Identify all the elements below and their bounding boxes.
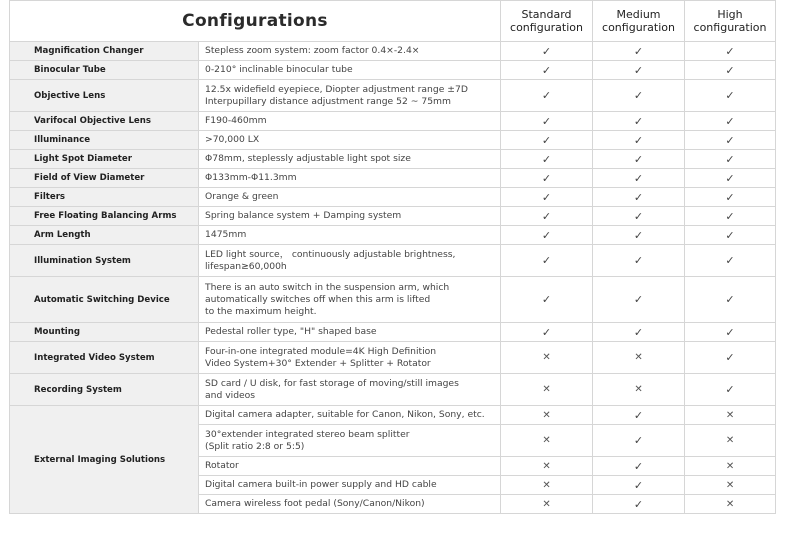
table-row bbox=[10, 169, 776, 188]
table-row bbox=[10, 131, 776, 150]
table-row bbox=[10, 42, 776, 61]
mark-medium: ✓ bbox=[593, 131, 685, 150]
feature-desc: F190-460mm bbox=[199, 112, 501, 131]
feature-desc: Pedestal roller type, "H" shaped base bbox=[199, 323, 501, 342]
feature-label: Binocular Tube bbox=[10, 61, 199, 80]
mark-medium: ✓ bbox=[593, 207, 685, 226]
mark-medium: ✓ bbox=[593, 188, 685, 207]
mark-standard: ✓ bbox=[501, 207, 593, 226]
mark-high: ✓ bbox=[685, 112, 776, 131]
mark-high: ✓ bbox=[685, 150, 776, 169]
mark-high: ✓ bbox=[685, 226, 776, 245]
feature-desc: LED light source， continuously adjustable brightness, lifespan≥60,000h bbox=[199, 245, 501, 277]
table-row bbox=[10, 406, 776, 425]
mark-high: ✕ bbox=[685, 457, 776, 476]
mark-medium: ✓ bbox=[593, 226, 685, 245]
mark-high: ✓ bbox=[685, 131, 776, 150]
header-row bbox=[10, 1, 776, 42]
mark-high: ✓ bbox=[685, 342, 776, 374]
mark-standard: ✓ bbox=[501, 61, 593, 80]
table-row bbox=[10, 277, 776, 323]
mark-medium: ✓ bbox=[593, 112, 685, 131]
feature-label: Illumination System bbox=[10, 245, 199, 277]
mark-high: ✓ bbox=[685, 42, 776, 61]
mark-standard: ✓ bbox=[501, 150, 593, 169]
table-row bbox=[10, 188, 776, 207]
mark-medium: ✓ bbox=[593, 245, 685, 277]
table-row bbox=[10, 61, 776, 80]
mark-standard: ✕ bbox=[501, 425, 593, 457]
feature-desc: Four-in-one integrated module=4K High Definition Video System+30° Extender + Splitter + Rotator bbox=[199, 342, 501, 374]
feature-desc: 30°extender integrated stereo beam splitter (Split ratio 2:8 or 5:5) bbox=[199, 425, 501, 457]
mark-high: ✓ bbox=[685, 374, 776, 406]
mark-high: ✕ bbox=[685, 476, 776, 495]
mark-high: ✓ bbox=[685, 188, 776, 207]
feature-label: Recording System bbox=[10, 374, 199, 406]
header-standard: Standard configuration bbox=[501, 1, 593, 42]
feature-desc: 0-210° inclinable binocular tube bbox=[199, 61, 501, 80]
mark-high: ✓ bbox=[685, 169, 776, 188]
feature-desc: There is an auto switch in the suspension arm, which automatically switches off when this arm is lifted to the maximum height. bbox=[199, 277, 501, 323]
mark-standard: ✕ bbox=[501, 476, 593, 495]
feature-desc: Rotator bbox=[199, 457, 501, 476]
mark-standard: ✓ bbox=[501, 245, 593, 277]
table-title: Configurations bbox=[10, 1, 501, 42]
mark-standard: ✓ bbox=[501, 169, 593, 188]
mark-medium: ✓ bbox=[593, 169, 685, 188]
mark-high: ✓ bbox=[685, 80, 776, 112]
mark-standard: ✓ bbox=[501, 226, 593, 245]
mark-standard: ✕ bbox=[501, 406, 593, 425]
mark-medium: ✓ bbox=[593, 476, 685, 495]
mark-standard: ✓ bbox=[501, 323, 593, 342]
feature-label: Integrated Video System bbox=[10, 342, 199, 374]
mark-standard: ✓ bbox=[501, 42, 593, 61]
mark-standard: ✕ bbox=[501, 374, 593, 406]
mark-standard: ✓ bbox=[501, 188, 593, 207]
mark-high: ✕ bbox=[685, 425, 776, 457]
table-row bbox=[10, 207, 776, 226]
mark-medium: ✕ bbox=[593, 342, 685, 374]
mark-medium: ✓ bbox=[593, 457, 685, 476]
table-row bbox=[10, 150, 776, 169]
feature-label: Magnification Changer bbox=[10, 42, 199, 61]
mark-medium: ✓ bbox=[593, 406, 685, 425]
feature-label: Automatic Switching Device bbox=[10, 277, 199, 323]
feature-desc: Orange & green bbox=[199, 188, 501, 207]
table-row bbox=[10, 342, 776, 374]
mark-standard: ✓ bbox=[501, 131, 593, 150]
feature-label: Filters bbox=[10, 188, 199, 207]
feature-desc: Digital camera adapter, suitable for Canon, Nikon, Sony, etc. bbox=[199, 406, 501, 425]
feature-label: Objective Lens bbox=[10, 80, 199, 112]
mark-standard: ✕ bbox=[501, 495, 593, 514]
configuration-table-wrapper bbox=[9, 0, 775, 514]
configuration-table bbox=[9, 0, 776, 514]
mark-medium: ✓ bbox=[593, 42, 685, 61]
mark-high: ✓ bbox=[685, 277, 776, 323]
feature-desc: Digital camera built-in power supply and HD cable bbox=[199, 476, 501, 495]
feature-desc: Φ78mm, steplessly adjustable light spot size bbox=[199, 150, 501, 169]
table-row bbox=[10, 374, 776, 406]
mark-standard: ✕ bbox=[501, 342, 593, 374]
feature-desc: >70,000 LX bbox=[199, 131, 501, 150]
mark-medium: ✕ bbox=[593, 374, 685, 406]
header-high: High configuration bbox=[685, 1, 776, 42]
mark-medium: ✓ bbox=[593, 61, 685, 80]
mark-high: ✓ bbox=[685, 323, 776, 342]
mark-high: ✓ bbox=[685, 207, 776, 226]
mark-standard: ✓ bbox=[501, 277, 593, 323]
feature-label: Varifocal Objective Lens bbox=[10, 112, 199, 131]
mark-medium: ✓ bbox=[593, 323, 685, 342]
mark-high: ✓ bbox=[685, 61, 776, 80]
mark-high: ✕ bbox=[685, 406, 776, 425]
feature-label: Mounting bbox=[10, 323, 199, 342]
table-row bbox=[10, 112, 776, 131]
feature-desc: 12.5x widefield eyepiece, Diopter adjustment range ±7D Interpupillary distance adjustment range 52 ~ 75mm bbox=[199, 80, 501, 112]
feature-label: Free Floating Balancing Arms bbox=[10, 207, 199, 226]
external-feature-label: External Imaging Solutions bbox=[10, 406, 199, 514]
feature-label: Illuminance bbox=[10, 131, 199, 150]
mark-standard: ✕ bbox=[501, 457, 593, 476]
feature-label: Light Spot Diameter bbox=[10, 150, 199, 169]
mark-standard: ✓ bbox=[501, 80, 593, 112]
feature-label: Arm Length bbox=[10, 226, 199, 245]
feature-desc: Spring balance system + Damping system bbox=[199, 207, 501, 226]
table-row bbox=[10, 245, 776, 277]
feature-desc: 1475mm bbox=[199, 226, 501, 245]
feature-label: Field of View Diameter bbox=[10, 169, 199, 188]
mark-medium: ✓ bbox=[593, 80, 685, 112]
mark-medium: ✓ bbox=[593, 425, 685, 457]
table-row bbox=[10, 226, 776, 245]
mark-medium: ✓ bbox=[593, 495, 685, 514]
feature-desc: Φ133mm-Φ11.3mm bbox=[199, 169, 501, 188]
header-medium: Medium configuration bbox=[593, 1, 685, 42]
feature-desc: Camera wireless foot pedal (Sony/Canon/Nikon) bbox=[199, 495, 501, 514]
table-row bbox=[10, 80, 776, 112]
mark-high: ✕ bbox=[685, 495, 776, 514]
mark-medium: ✓ bbox=[593, 150, 685, 169]
mark-standard: ✓ bbox=[501, 112, 593, 131]
mark-medium: ✓ bbox=[593, 277, 685, 323]
mark-high: ✓ bbox=[685, 245, 776, 277]
feature-desc: Stepless zoom system: zoom factor 0.4×-2.4× bbox=[199, 42, 501, 61]
table-row bbox=[10, 323, 776, 342]
feature-desc: SD card / U disk, for fast storage of moving/still images and videos bbox=[199, 374, 501, 406]
